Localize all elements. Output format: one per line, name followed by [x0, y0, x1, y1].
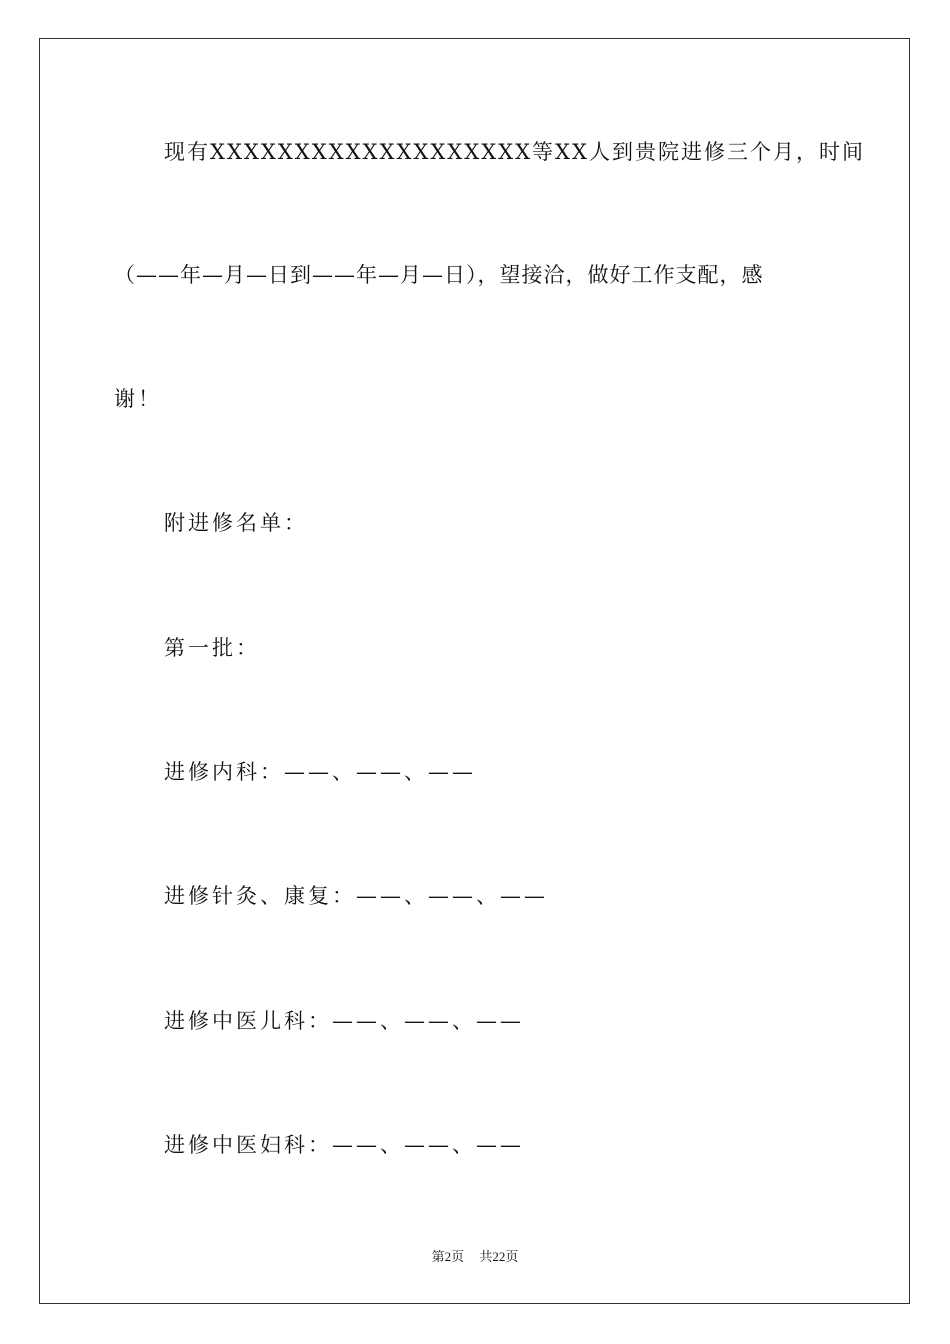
page-number-current: 第2页 — [431, 1249, 465, 1264]
page-footer — [0, 1248, 950, 1266]
list-item-tcm-gynecology: 进修中医妇科：——、——、—— — [164, 1133, 524, 1157]
list-item-tcm-pediatrics: 进修中医儿科：——、——、—— — [164, 1009, 524, 1033]
paragraph-line-2: （——年—月—日到——年—月—日），望接洽，做好工作支配，感 — [114, 263, 764, 287]
paragraph-line-3: 谢！ — [114, 387, 162, 411]
paragraph-line-1: 现有XXXXXXXXXXXXXXXXXXX等XX人到贵院进修三个月，时间 — [164, 140, 865, 164]
list-item-acupuncture-rehab: 进修针灸、康复：——、——、—— — [164, 884, 548, 908]
batch-heading: 第一批： — [164, 636, 260, 660]
page-number-total: 共22页 — [479, 1249, 519, 1264]
attachment-heading: 附进修名单： — [164, 511, 308, 535]
page-border — [39, 38, 910, 1304]
list-item-internal-medicine: 进修内科：——、——、—— — [164, 760, 476, 784]
